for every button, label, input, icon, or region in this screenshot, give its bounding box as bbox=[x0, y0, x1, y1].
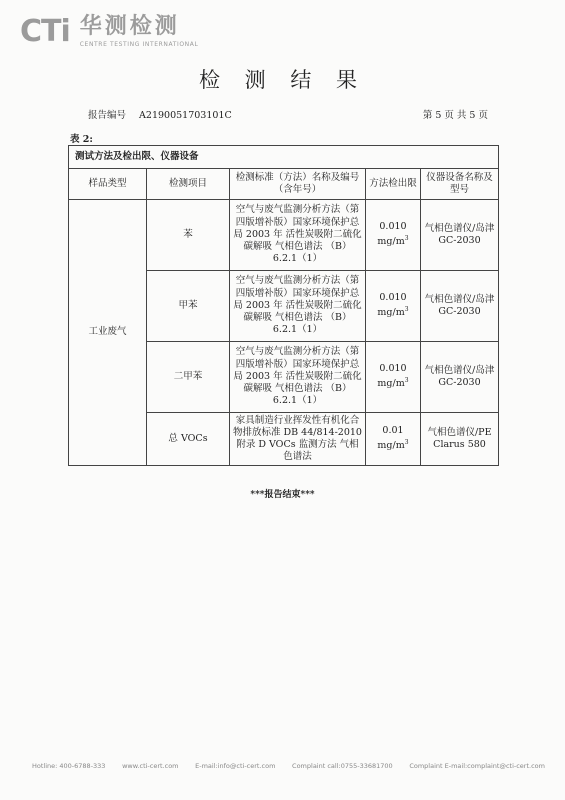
limit-value: 0.01 bbox=[382, 425, 404, 437]
standard-cell: 空气与废气监测分析方法（第四版增补版）国家环境保护总局 2003 年 活性炭吸附二硫化碳解吸 气相色谱法 （B）6.2.1（1） bbox=[230, 271, 366, 342]
limit-value: 0.010 bbox=[379, 221, 407, 233]
table-row bbox=[69, 200, 499, 271]
limit-exponent: 3 bbox=[404, 306, 409, 314]
limit-cell bbox=[366, 413, 421, 466]
page-info: 第 5 页 共 5 页 bbox=[422, 110, 488, 121]
standard-cell: 空气与废气监测分析方法（第四版增补版）国家环境保护总局 2003 年 活性炭吸附二硫化碳解吸 气相色谱法 （B）6.2.1（1） bbox=[230, 200, 366, 271]
limit-unit-wrap bbox=[368, 375, 418, 390]
limit-unit: mg/m bbox=[377, 307, 405, 319]
instrument-cell: 气相色谱仪/PE Clarus 580 bbox=[421, 413, 499, 466]
limit-exponent: 3 bbox=[404, 377, 409, 385]
methods-table bbox=[68, 145, 499, 466]
item-cell: 苯 bbox=[147, 200, 230, 271]
footer-complaint-call: Complaint call:0755-33681700 bbox=[292, 762, 393, 770]
limit-unit-wrap bbox=[368, 233, 418, 248]
limit-cell bbox=[366, 271, 421, 342]
limit-value: 0.010 bbox=[379, 292, 407, 304]
report-end-note: ***报告结束*** bbox=[250, 490, 315, 500]
footer-email: E-mail:info@cti-cert.com bbox=[195, 762, 276, 770]
item-cell: 二甲苯 bbox=[147, 342, 230, 413]
limit-unit: mg/m bbox=[377, 236, 405, 248]
limit-cell bbox=[366, 200, 421, 271]
logo-text bbox=[79, 13, 199, 48]
table-label: 表 2: bbox=[70, 134, 93, 145]
limit-unit: mg/m bbox=[377, 440, 405, 452]
limit-exponent: 3 bbox=[404, 235, 409, 243]
footer-hotline: Hotline: 400-6788-333 bbox=[32, 762, 106, 770]
table-header-row bbox=[69, 169, 499, 200]
page-footer bbox=[32, 762, 545, 770]
standard-cell: 家具制造行业挥发性有机化合物排放标准 DB 44/814-2010 附录 D VOCs 监测方法 气相色谱法 bbox=[230, 413, 366, 466]
sample-type-cell: 工业废气 bbox=[69, 200, 147, 466]
page-title: 检 测 结 果 bbox=[198, 68, 367, 92]
column-header: 方法检出限 bbox=[366, 169, 421, 200]
item-cell: 甲苯 bbox=[147, 271, 230, 342]
limit-cell bbox=[366, 342, 421, 413]
instrument-cell: 气相色谱仪/岛津GC-2030 bbox=[421, 342, 499, 413]
logo-chinese-name: 华测检测 bbox=[79, 13, 180, 39]
limit-unit: mg/m bbox=[377, 378, 405, 390]
limit-unit-wrap bbox=[368, 437, 418, 452]
cti-logo bbox=[20, 14, 198, 49]
limit-value: 0.010 bbox=[379, 363, 407, 375]
column-header: 样品类型 bbox=[69, 169, 147, 200]
footer-website: www.cti-cert.com bbox=[122, 762, 179, 770]
report-number-value: A2190051703101C bbox=[139, 110, 232, 121]
limit-exponent: 3 bbox=[404, 439, 409, 447]
section-title: 测试方法及检出限、仪器设备 bbox=[69, 146, 499, 169]
standard-cell: 空气与废气监测分析方法（第四版增补版）国家环境保护总局 2003 年 活性炭吸附二硫化碳解吸 气相色谱法 （B）6.2.1（1） bbox=[230, 342, 366, 413]
column-header: 检测项目 bbox=[147, 169, 230, 200]
item-cell: 总 VOCs bbox=[147, 413, 230, 466]
logo-mark: CTi bbox=[20, 14, 70, 49]
column-header: 检测标准（方法）名称及编号（含年号） bbox=[230, 169, 366, 200]
limit-unit-wrap bbox=[368, 304, 418, 319]
report-number-label: 报告编号 bbox=[88, 110, 127, 121]
column-header: 仪器设备名称及型号 bbox=[421, 169, 499, 200]
instrument-cell: 气相色谱仪/岛津GC-2030 bbox=[421, 200, 499, 271]
footer-complaint-email: Complaint E-mail:complaint@cti-cert.com bbox=[409, 762, 545, 770]
logo-english-name: CENTRE TESTING INTERNATIONAL bbox=[79, 40, 199, 48]
section-row bbox=[69, 146, 499, 169]
report-number bbox=[88, 107, 232, 121]
instrument-cell: 气相色谱仪/岛津GC-2030 bbox=[421, 271, 499, 342]
